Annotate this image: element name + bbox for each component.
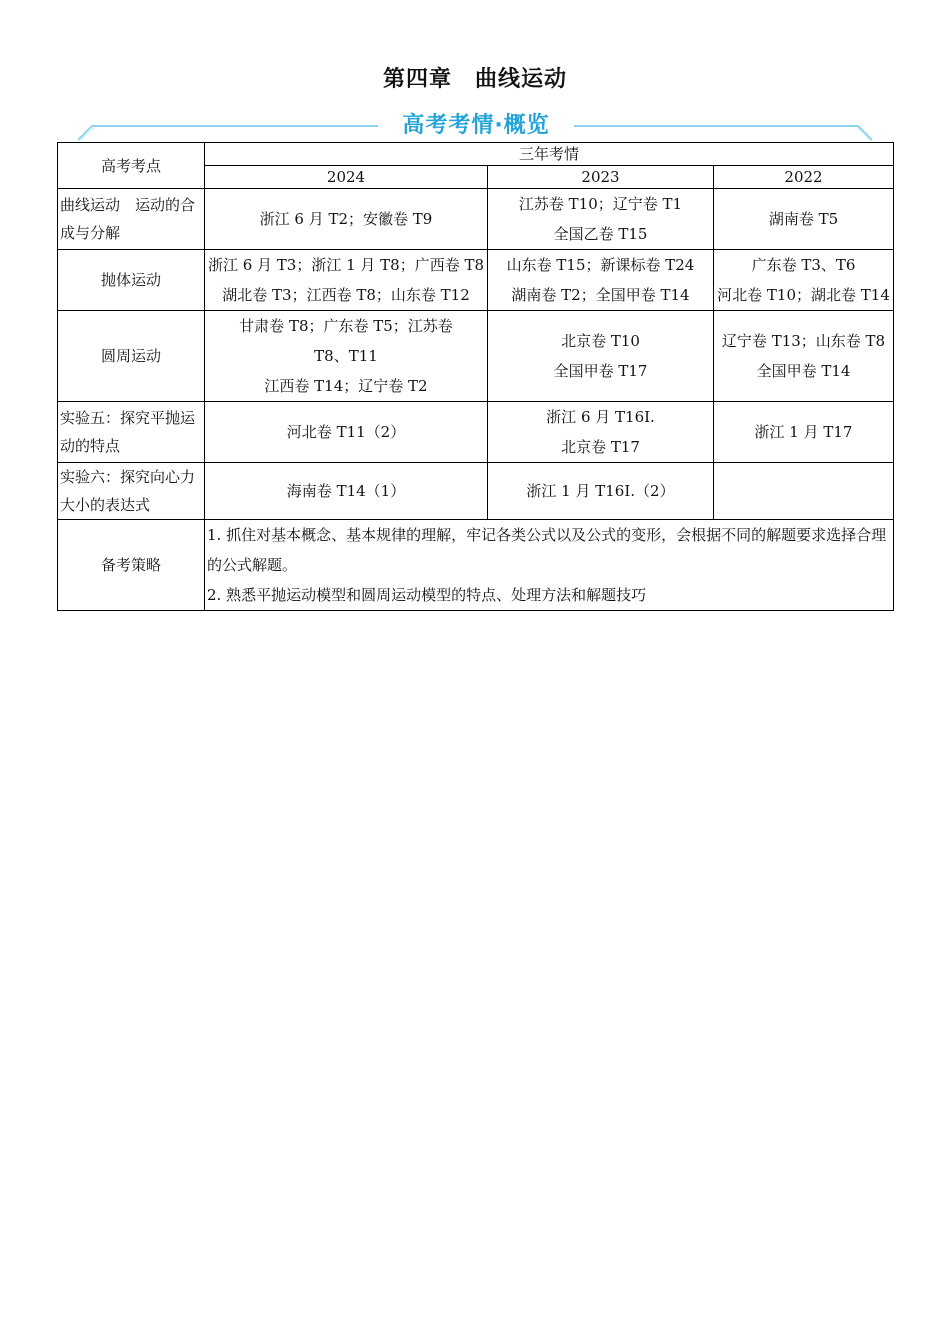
exam-cell: [488, 250, 714, 311]
exam-entry: 全国甲卷 T14: [756, 362, 851, 380]
table-row: [58, 250, 894, 311]
exam-cell: [205, 189, 488, 250]
exam-cell: [488, 463, 714, 520]
table-row: [58, 463, 894, 520]
exam-cell: [714, 402, 894, 463]
exam-entry: 北京卷 T10: [561, 332, 640, 350]
exam-cell: [205, 402, 488, 463]
exam-overview-table: [57, 142, 894, 611]
topic-cell: 曲线运动 运动的合成与分解: [58, 189, 205, 250]
corner-header: 高考考点: [58, 143, 205, 189]
table-row: [58, 402, 894, 463]
exam-entry: 浙江 1 月 T16Ⅰ.（2）: [526, 482, 675, 500]
topic-cell: 圆周运动: [58, 311, 205, 402]
exam-entry: 山东卷 T15；新课标卷 T24: [506, 256, 695, 274]
exam-entry: 全国乙卷 T15: [553, 225, 648, 243]
topic-cell: 抛体运动: [58, 250, 205, 311]
exam-cell: [488, 311, 714, 402]
section-banner: [78, 106, 874, 142]
page-title: 第四章 曲线运动: [382, 67, 567, 92]
exam-entry: 湖南卷 T5: [768, 210, 839, 228]
banner-title: 高考考情·概览: [402, 113, 550, 138]
strategy-cell: [205, 520, 894, 611]
table-row: [58, 189, 894, 250]
exam-cell: [714, 189, 894, 250]
exam-entry: 湖北卷 T3；江西卷 T8；山东卷 T12: [222, 286, 470, 304]
exam-entry: T8、T11: [314, 347, 378, 365]
year-header: 2022: [714, 166, 894, 189]
exam-entry: 河北卷 T10；湖北卷 T14: [717, 286, 890, 304]
exam-entry: 北京卷 T17: [561, 438, 640, 456]
exam-entry: 甘肃卷 T8；广东卷 T5；江苏卷: [239, 317, 453, 335]
strategy-label: 备考策略: [58, 520, 205, 611]
exam-entry: 浙江 6 月 T2；安徽卷 T9: [259, 210, 433, 228]
strategy-row: [58, 520, 894, 611]
exam-entry: 浙江 6 月 T3；浙江 1 月 T8；广西卷 T8: [207, 256, 485, 274]
topic-cell: 实验五：探究平抛运动的特点: [58, 402, 205, 463]
exam-entry: 江苏卷 T10；辽宁卷 T1: [518, 195, 683, 213]
exam-cell: [205, 463, 488, 520]
year-header: 2023: [488, 166, 714, 189]
exam-entry: 河北卷 T11（2）: [286, 423, 406, 441]
exam-cell: [488, 189, 714, 250]
strategy-item: 1. 抓住对基本概念、基本规律的理解，牢记各类公式以及公式的变形，会根据不同的解题要求选择合理的公式解题。: [207, 526, 887, 574]
exam-entry: 湖南卷 T2；全国甲卷 T14: [511, 286, 690, 304]
exam-cell: [714, 463, 894, 520]
exam-cell: [488, 402, 714, 463]
exam-cell: [205, 311, 488, 402]
exam-cell: [205, 250, 488, 311]
exam-entry: 辽宁卷 T13；山东卷 T8: [721, 332, 886, 350]
exam-entry: 广东卷 T3、T6: [751, 256, 856, 274]
exam-entry: 浙江 6 月 T16Ⅰ.: [546, 408, 655, 426]
exam-cell: [714, 250, 894, 311]
exam-entry: 全国甲卷 T17: [553, 362, 648, 380]
exam-entry: 海南卷 T14（1）: [286, 482, 406, 500]
strategy-item: 2. 熟悉平抛运动模型和圆周运动模型的特点、处理方法和解题技巧: [207, 586, 647, 604]
topic-cell: 实验六：探究向心力大小的表达式: [58, 463, 205, 520]
exam-cell: [714, 311, 894, 402]
table-row: [58, 311, 894, 402]
exam-entry: 浙江 1 月 T17: [754, 423, 853, 441]
group-header: 三年考情: [205, 143, 894, 166]
exam-entry: 江西卷 T14；辽宁卷 T2: [264, 377, 428, 395]
year-header: 2024: [205, 166, 488, 189]
